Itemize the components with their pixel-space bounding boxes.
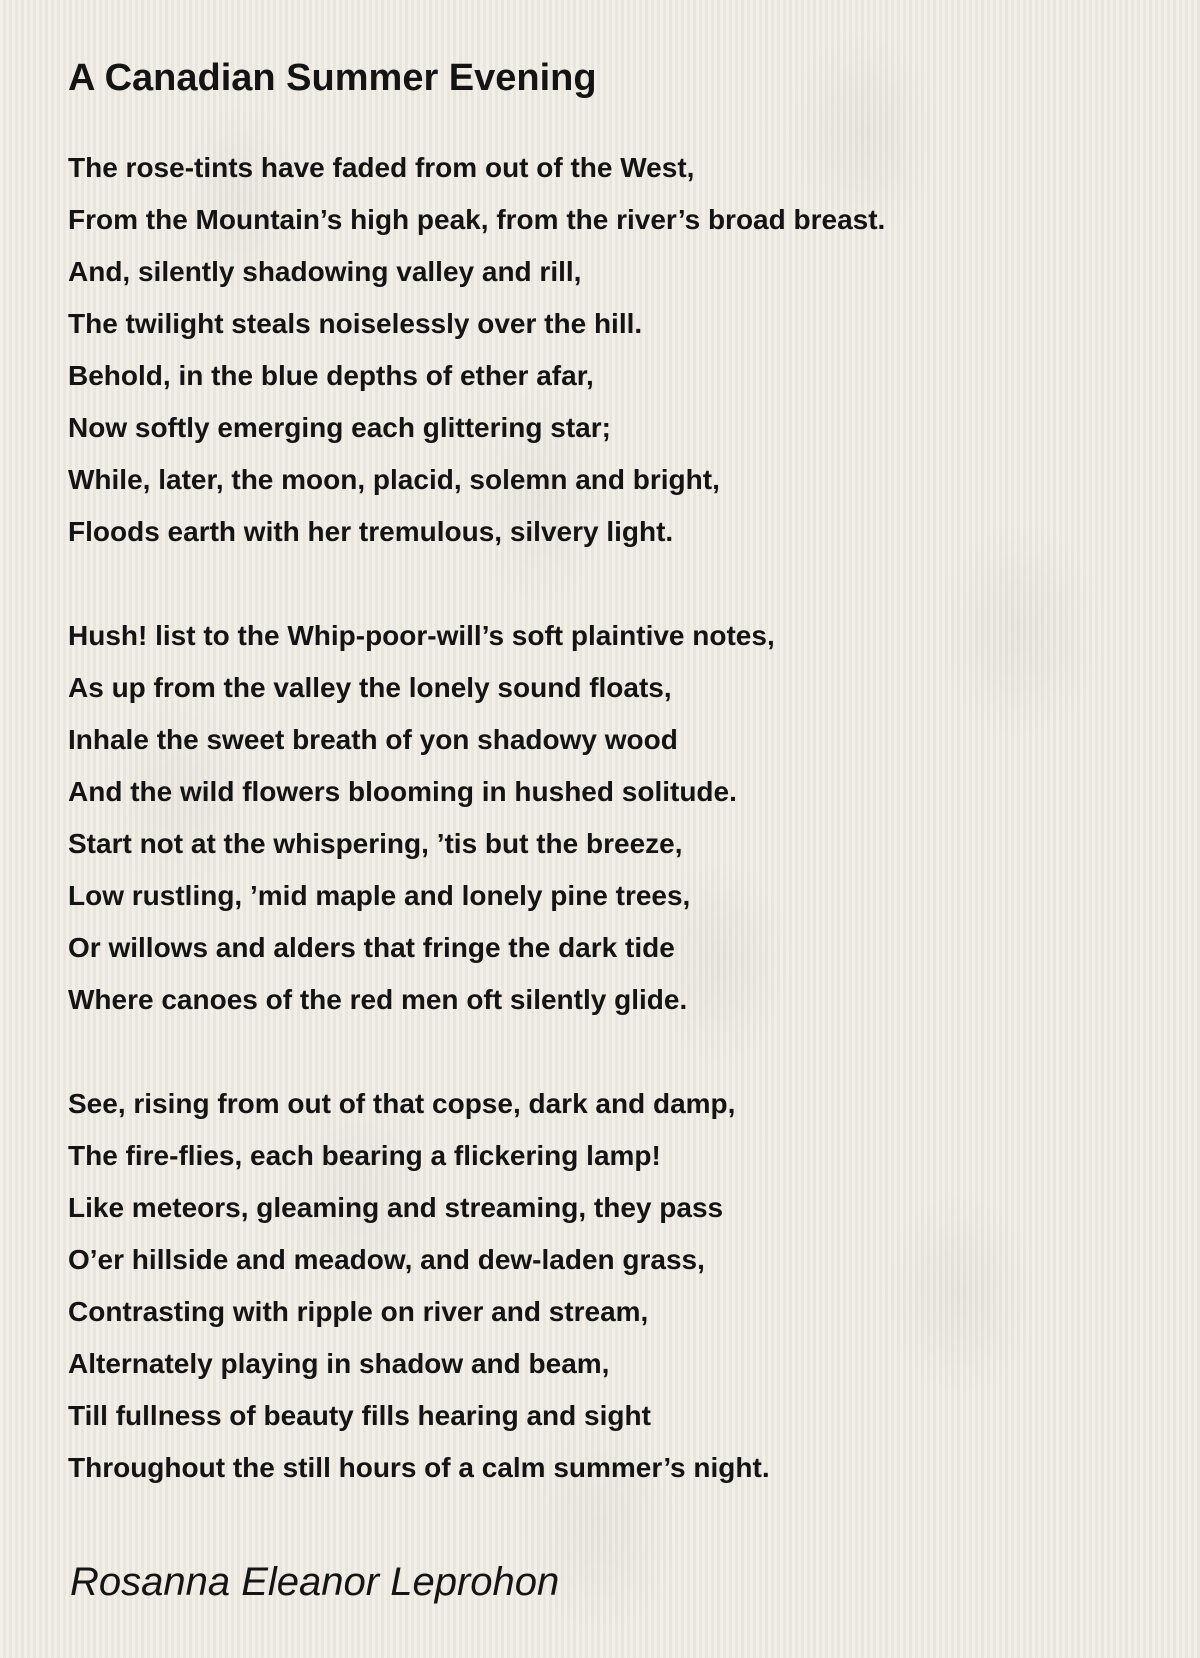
poem-title: A Canadian Summer Evening bbox=[68, 57, 597, 99]
stanza-3 bbox=[68, 1078, 1148, 1494]
poem-line: Behold, in the blue depths of ether afar, bbox=[68, 360, 594, 391]
poem-line: Where canoes of the red men oft silently glide. bbox=[68, 984, 688, 1015]
stanza-2 bbox=[68, 610, 1148, 1026]
poem-line: Contrasting with ripple on river and stream, bbox=[68, 1296, 649, 1327]
poem-line: O’er hillside and meadow, and dew-laden grass, bbox=[68, 1244, 705, 1275]
poem-line: While, later, the moon, placid, solemn and bright, bbox=[68, 464, 720, 495]
poem-line: And the wild flowers blooming in hushed solitude. bbox=[68, 776, 737, 807]
poem-line: Like meteors, gleaming and streaming, they pass bbox=[68, 1192, 724, 1223]
poem-line: Hush! list to the Whip-poor-will’s soft plaintive notes, bbox=[68, 620, 775, 651]
poem-line: From the Mountain’s high peak, from the river’s broad breast. bbox=[68, 204, 886, 235]
poem-line: Now softly emerging each glittering star; bbox=[68, 412, 611, 443]
poem-line: Till fullness of beauty fills hearing and sight bbox=[68, 1400, 651, 1431]
poem-line: And, silently shadowing valley and rill, bbox=[68, 256, 582, 287]
poem-line: The twilight steals noiselessly over the hill. bbox=[68, 308, 643, 339]
poem-line: The fire-flies, each bearing a flickering lamp! bbox=[68, 1140, 661, 1171]
poem-line: Inhale the sweet breath of yon shadowy wood bbox=[68, 724, 678, 755]
poem-line: Or willows and alders that fringe the dark tide bbox=[68, 932, 675, 963]
poem-container bbox=[68, 50, 1148, 1546]
poem-body bbox=[68, 142, 1148, 1494]
poem-line: Alternately playing in shadow and beam, bbox=[68, 1348, 610, 1379]
poem-line: See, rising from out of that copse, dark and damp, bbox=[68, 1088, 736, 1119]
poem-line: Floods earth with her tremulous, silvery light. bbox=[68, 516, 674, 547]
poem-line: The rose-tints have faded from out of the West, bbox=[68, 152, 695, 183]
poem-author: Rosanna Eleanor Leprohon bbox=[70, 1560, 560, 1604]
poem-line: Start not at the whispering, ’tis but the breeze, bbox=[68, 828, 683, 859]
poem-line: As up from the valley the lonely sound floats, bbox=[68, 672, 672, 703]
poem-line: Low rustling, ’mid maple and lonely pine trees, bbox=[68, 880, 691, 911]
stanza-1 bbox=[68, 142, 1148, 558]
poem-line: Throughout the still hours of a calm summer’s night. bbox=[68, 1452, 770, 1483]
